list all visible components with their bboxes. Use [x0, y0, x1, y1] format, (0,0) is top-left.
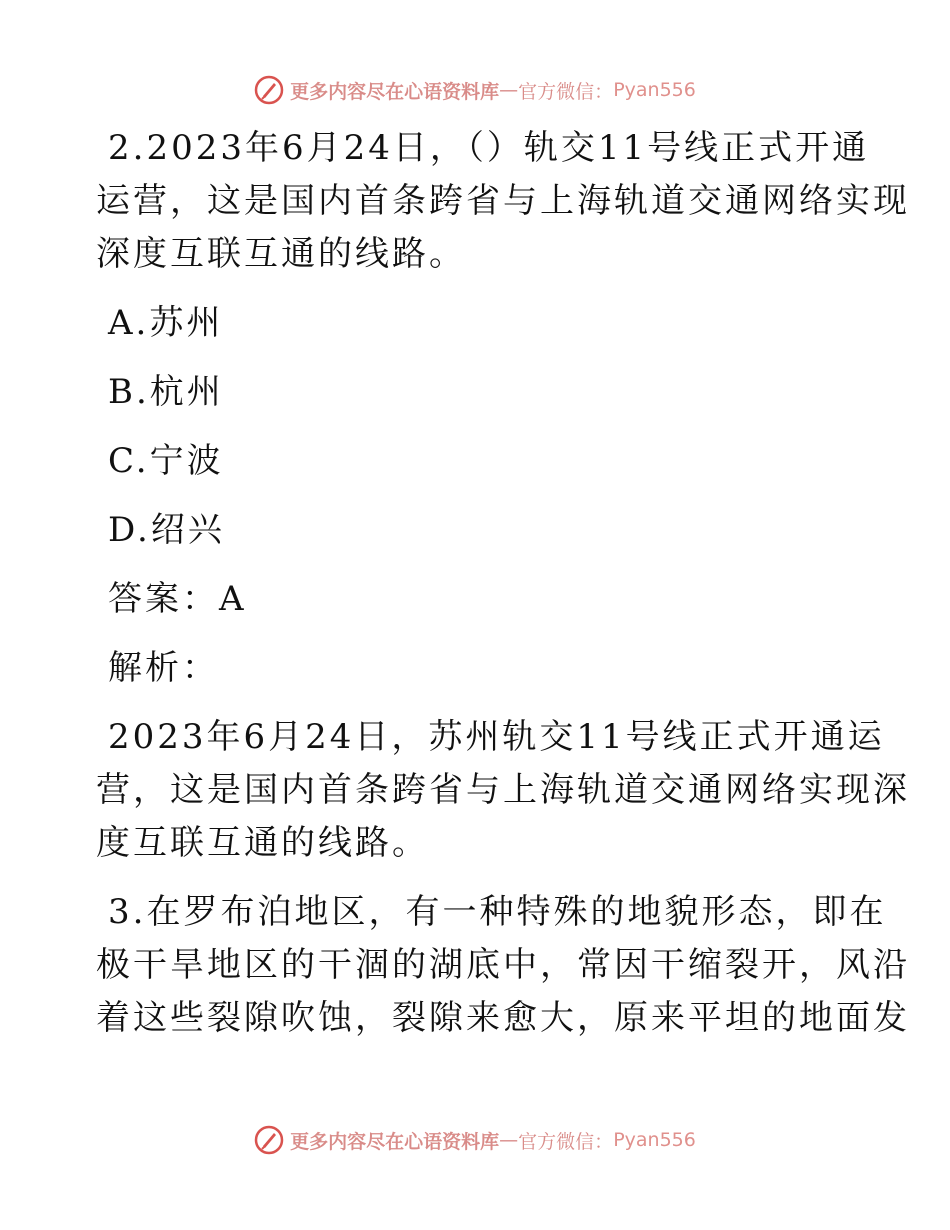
watermark-official: 官方微信：: [518, 80, 614, 103]
question-2-stem-line: 深度互联互通的线路。: [96, 234, 466, 274]
question-2-stem-line: 2.2023年6月24日，（）轨交11号线正式开通: [108, 128, 870, 168]
watermark-wechat-id: Pyan556: [613, 79, 696, 101]
analysis-line: 度互联互通的线路。: [96, 823, 429, 863]
question-2-option-c: [96, 435, 866, 488]
watermark-dash: —: [499, 1129, 519, 1151]
option-label: D.绍兴: [108, 510, 225, 550]
option-label: A.苏州: [108, 303, 224, 343]
question-2-option-d: [96, 504, 866, 557]
watermark-dash: —: [499, 79, 519, 101]
analysis-line: 营，这是国内首条跨省与上海轨道交通网络实现深: [96, 770, 910, 810]
option-label: B.杭州: [108, 372, 224, 412]
watermark-official: 官方微信：: [518, 1130, 614, 1153]
watermark-brand: 更多内容尽在心语资料库: [290, 1130, 500, 1153]
quill-logo-icon: [254, 1125, 284, 1155]
analysis-line: 2023年6月24日，苏州轨交11号线正式开通运: [108, 717, 885, 757]
answer-text: 答案：A: [108, 579, 247, 619]
footer-watermark: [0, 1120, 950, 1160]
question-2-option-b: [96, 366, 866, 419]
analysis-label: 解析：: [108, 648, 219, 688]
header-watermark: [0, 70, 950, 110]
question-3-stem: [96, 886, 910, 1045]
quill-logo-icon: [254, 75, 284, 105]
question-2-stem: [96, 122, 910, 281]
option-label: C.宁波: [108, 441, 224, 481]
watermark-brand: 更多内容尽在心语资料库: [290, 80, 500, 103]
question-2-analysis-label: [96, 642, 866, 695]
question-3-stem-line: 3.在罗布泊地区，有一种特殊的地貌形态，即在: [108, 892, 887, 932]
question-3-stem-line: 极干旱地区的干涸的湖底中，常因干缩裂开，风沿: [96, 945, 910, 985]
question-2-stem-line: 运营，这是国内首条跨省与上海轨道交通网络实现: [96, 181, 910, 221]
document-body: [96, 122, 910, 1045]
question-2-option-a: [96, 297, 866, 350]
question-2-answer: [96, 573, 866, 626]
question-3-stem-line: 着这些裂隙吹蚀，裂隙来愈大，原来平坦的地面发: [96, 998, 910, 1038]
watermark-wechat-id: Pyan556: [613, 1129, 696, 1151]
question-2-analysis: [96, 711, 910, 870]
